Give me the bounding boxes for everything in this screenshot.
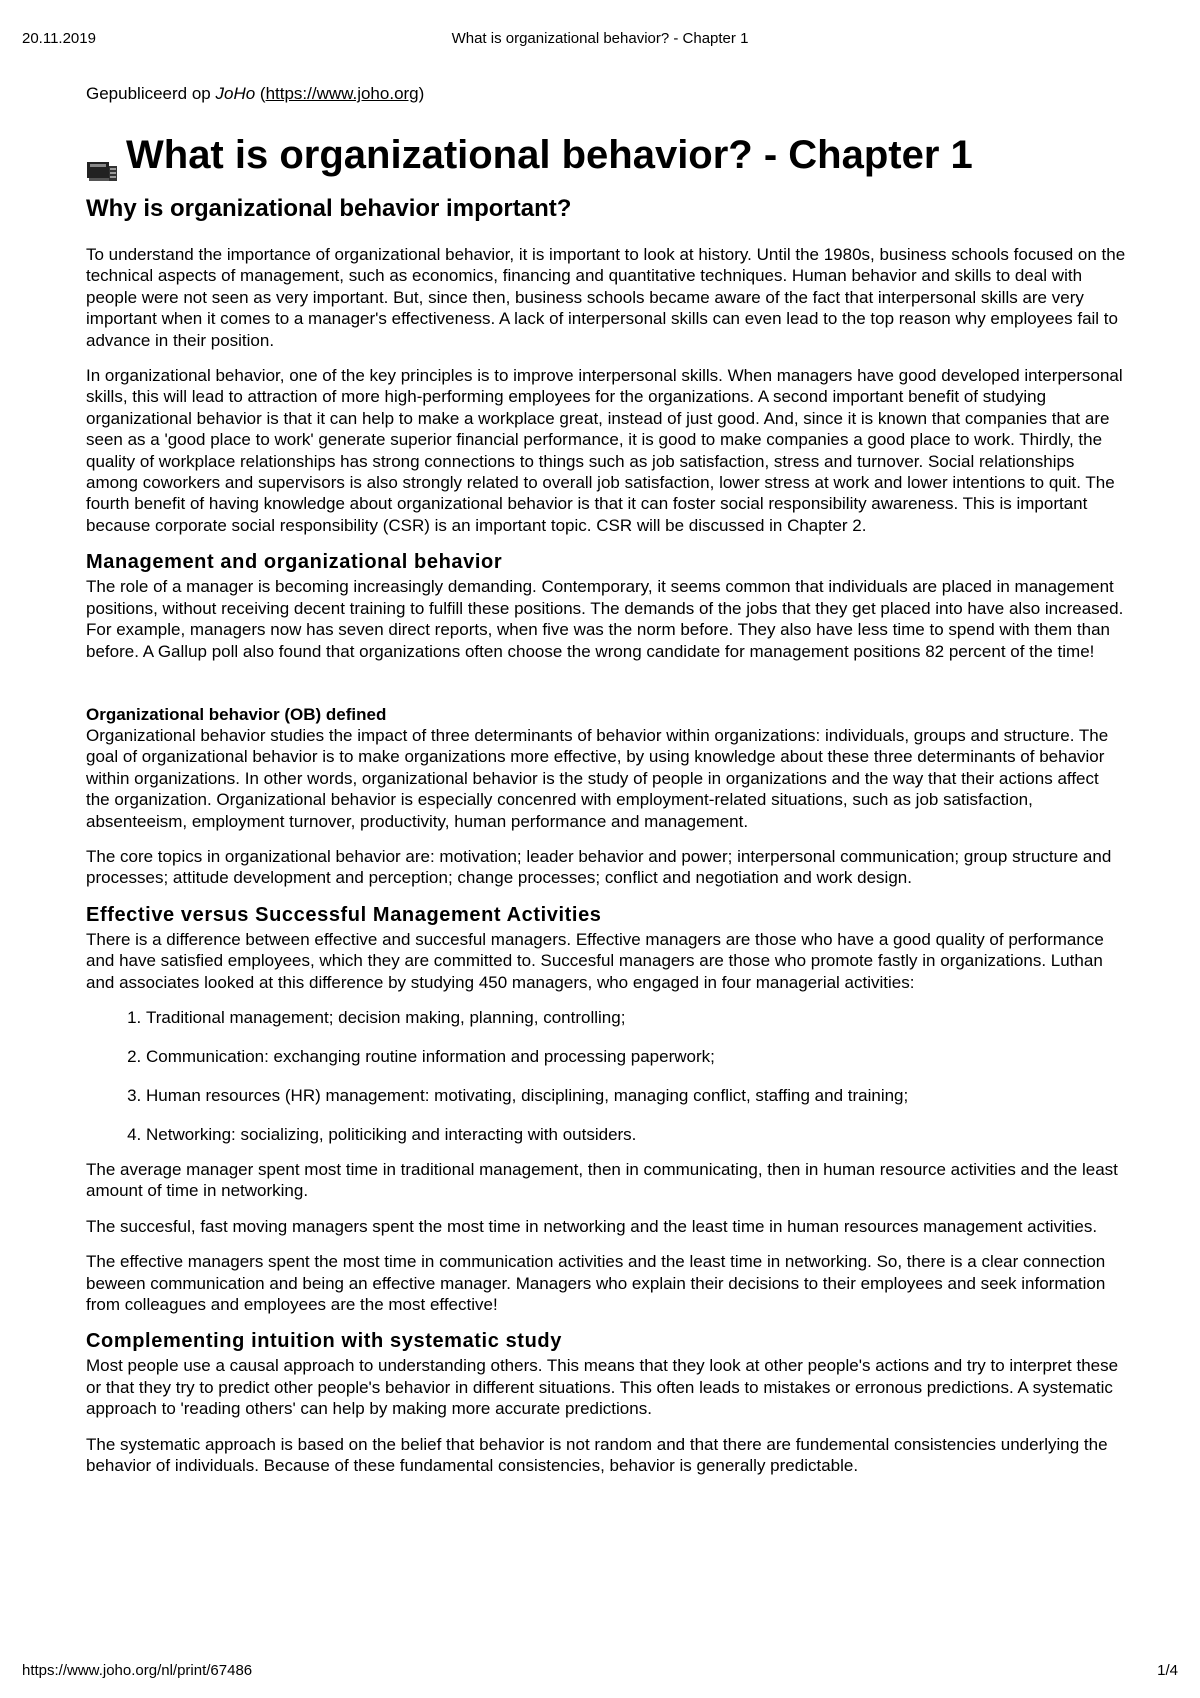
- published-open-paren: (: [255, 84, 266, 103]
- heading-effective-vs-successful: Effective versus Successful Management Activities: [86, 903, 602, 926]
- page-title: [86, 132, 1126, 178]
- page-title-text: What is organizational behavior? - Chapter 1: [126, 133, 973, 177]
- published-close-paren: ): [418, 84, 425, 103]
- heading-intuition: Complementing intuition with systematic study: [86, 1330, 562, 1353]
- paragraph-effective: There is a difference between effective and succesful managers. Effective managers are those who have a good quality of performance and have satisfied employees, which they are committed to. Succesful managers are those who promote fastly in organizations. Luthan and associates looked at this difference by studying 450 managers, who engaged in four managerial activities:: [86, 929, 1104, 992]
- managerial-activities-list: [86, 1007, 1126, 1145]
- published-line: [86, 84, 1126, 104]
- article-content: [86, 84, 1126, 1490]
- page-number: 1/4: [1157, 1662, 1178, 1679]
- list-item: 1. Traditional management; decision making, planning, controlling;: [146, 1007, 1126, 1028]
- paragraph-why-1: To understand the importance of organizational behavior, it is important to look at history. Until the 1980s, business schools focused on the technical aspects of management, such as economics, financing and quantitative techniques. Human behavior and skills to deal with people were not seen as very important. But, since then, business schools became aware of the fact that interpersonal skills are very important when it comes to a manager's effectiveness. A lack of interpersonal skills can even lead to the top reason why employees fail to advance in their position.: [86, 245, 1126, 350]
- print-header: [22, 30, 1178, 50]
- paragraph-intuition-2: The systematic approach is based on the belief that behavior is not random and that there are fundemental consistencies underlying the behavior of individuals. Because of these fundamental consistencies, behavior is generally predictable.: [86, 1434, 1108, 1476]
- list-item: 2. Communication: exchanging routine information and processing paperwork;: [146, 1046, 1126, 1067]
- list-item: 4. Networking: socializing, politiciking and interacting with outsiders.: [146, 1124, 1126, 1145]
- joho-link[interactable]: https://www.joho.org: [265, 84, 419, 103]
- heading-why-important: Why is organizational behavior important?: [86, 195, 572, 222]
- paragraph-management: The role of a manager is becoming increasingly demanding. Contemporary, it seems common that individuals are placed in management positions, without receiving decent training to fulfill these positions. The demands of the jobs that they get placed into have also increased. For example, managers now has seven direct reports, when five was the norm before. They also have less time to spend with them than before. A Gallup poll also found that organizations often choose the wrong candidate for management positions 82 percent of the time!: [86, 577, 1124, 661]
- heading-ob-defined: Organizational behavior (OB) defined: [86, 704, 387, 724]
- print-page-title: What is organizational behavior? - Chapter 1: [451, 30, 749, 47]
- paragraph-core-topics: The core topics in organizational behavior are: motivation; leader behavior and power; interpersonal communication; group structure and processes; attitude development and perception; change processes; conflict and negotiation and work design.: [86, 846, 1112, 888]
- paragraph-why-2: In organizational behavior, one of the key principles is to improve interpersonal skills. When managers have good developed interpersonal skills, this will lead to attraction of more high-performing employees for the organizations. A second important benefit of studying organizational behavior is that it can help to make a workplace great, instead of just good. And, since it is known that companies that are seen as a 'good place to work' generate superior financial performance, it is good to make companies a good place to work. Thirdly, the quality of workplace relationships has strong connections to things such as job satisfaction, stress and turnover. Social relationships among coworkers and supervisors is also strongly related to overall job satisfaction, lower stress at work and lower intentions to quit. The fourth benefit of having knowledge about organizational behavior is that it can foster social responsibility awareness. This is important because corporate social responsibility (CSR) is an important topic. CSR will be discussed in Chapter 2.: [86, 366, 1123, 535]
- heading-management: Management and organizational behavior: [86, 551, 503, 574]
- book-icon: [86, 147, 118, 171]
- print-url: https://www.joho.org/nl/print/67486: [22, 1662, 253, 1679]
- paragraph-effective-managers: The effective managers spent the most time in communication activities and the least time in networking. So, there is a clear connection beween communication and being an effective manager. Managers who explain their decisions to their employees and seek information from colleagues and employees are the most effective!: [86, 1252, 1106, 1314]
- list-item: 3. Human resources (HR) management: motivating, disciplining, managing conflict, staffing and training;: [146, 1085, 1126, 1106]
- paragraph-average-manager: The average manager spent most time in traditional management, then in communicating, then in human resource activities and the least amount of time in networking.: [86, 1159, 1118, 1201]
- paragraph-intuition-1: Most people use a causal approach to understanding others. This means that they look at other people's actions and try to interpret these or that they try to predict other people's behavior in different situations. This often leads to mistakes or erronous predictions. A systematic approach to 'reading others' can help by making more accurate predictions.: [86, 1356, 1119, 1419]
- paragraph-ob-defined: Organizational behavior studies the impact of three determinants of behavior within organizations: individuals, groups and structure. The goal of organizational behavior is to make organizations more effective, by using knowledge about these three determinants of behavior within organizations. In other words, organizational behavior is the study of people in organizations and the way that their actions affect the organization. Organizational behavior is especially concenred with employment-related situations, such as job satisfaction, absenteeism, employment turnover, productivity, human performance and management.: [86, 725, 1109, 831]
- published-prefix: Gepubliceerd op: [86, 84, 216, 103]
- paragraph-succesful-managers: The succesful, fast moving managers spent the most time in networking and the least time in human resources management activities.: [86, 1216, 1098, 1236]
- published-site: JoHo: [215, 84, 256, 103]
- print-date: 20.11.2019: [22, 30, 96, 47]
- print-footer: [22, 1662, 1178, 1682]
